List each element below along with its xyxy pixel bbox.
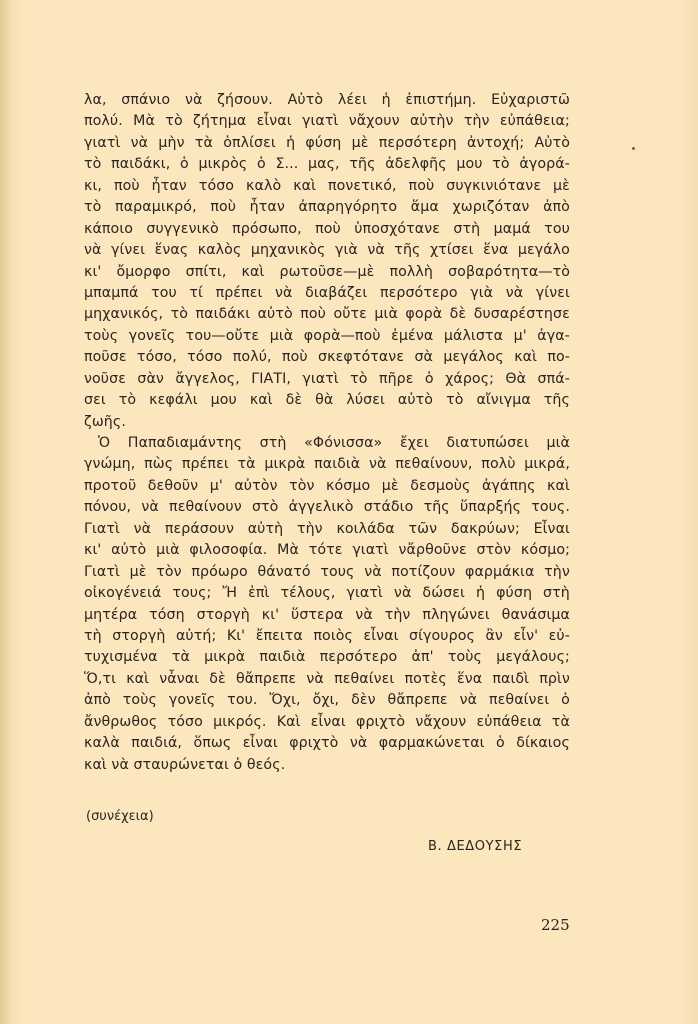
text-line: σει τὸ κεφάλι μου καὶ δὲ θὰ λύσει αὐτὸ τὸ αἴνιγμα τῆς [84,392,570,409]
author-signature: Β. ΔΕΔΟΥΣΗΣ [428,839,523,854]
text-line: νὰ γίνει ἕνας καλὸς μηχανικὸς γιὰ νὰ τῆς χτίσει ἕνα μεγάλο [84,242,570,259]
article-body [84,90,570,776]
text-line: μηχανικός, τὸ παιδάκι αὐτὸ ποὺ οὔτε μιὰ φορὰ δὲ δυσαρέστησε [84,306,570,323]
text-line: μπαμπά του τί πρέπει νὰ διαβάζει περσότερο γιὰ νὰ γίνει [84,284,570,301]
text-line: οἰκογένειά τους; Ἤ ἐπὶ τέλους, γιατὶ νὰ δώσει ἡ φύση στὴ [84,585,570,602]
text-line: γιατὶ νὰ μὴν τὰ ὁπλίσει ἡ φύση μὲ περσότερη ἀντοχή; Αὐτὸ [84,134,570,151]
text-line: μητέρα τόση στοργὴ κι' ὕστερα νὰ τὴν πληγώνει θανάσιμα [84,606,570,623]
text-line: γνώμη, πὼς πρέπει τὰ μικρὰ παιδιὰ νὰ πεθαίνουν, πολὺ μικρά, [84,456,570,473]
text-line: Ὅ,τι καὶ νἆναι δὲ θἄπρεπε νὰ πεθαίνει ποτὲς ἕνα παιδὶ πρὶν [84,670,570,687]
text-line: τὴ στοργὴ αὐτή; Κι' ἔπειτα ποιὸς εἶναι σίγουρος ἂν εἶν' εὐ- [84,627,570,644]
text-line: κάποιο συγγενικὸ πρόσωπο, ποὺ ὑποσχότανε στὴ μαμά του [84,220,570,237]
text-line: κι, ποὺ ἦταν τόσο καλὸ καὶ πονετικό, ποὺ συγκινιότανε μὲ [84,177,570,194]
text-line: λα, σπάνιο νὰ ζήσουν. Αὐτὸ λέει ἡ ἐπιστήμη. Εὐχαριστῶ [84,92,570,108]
text-line: Γιατὶ νὰ περάσουν αὐτὴ τὴν κοιλάδα τῶν δακρύων; Εἶναι [84,520,570,537]
continued-note: (συνέχεια) [86,809,154,824]
ink-speck [632,147,635,150]
text-line: ἄνθρωθος τόσο μικρός. Καὶ εἶναι φριχτὸ νἄχουν εὐπάθεια τὰ [84,713,570,730]
text-line: καλὰ παιδιά, ὅπως εἶναι φριχτὸ νὰ φαρμακώνεται ὁ δίκαιος [84,735,570,752]
text-line: τυχισμένα τὰ μικρὰ παιδιὰ περσότερο ἀπ' τοὺς μεγάλους; [84,649,570,666]
text-line: ποῦσε τόσο, τόσο πολύ, ποὺ σκεφτότανε σὰ μεγάλος καὶ πο- [84,349,570,366]
text-line: πολύ. Μὰ τὸ ζήτημα εἶναι γιατὶ νἄχουν αὐτὴν τὴν εὐπάθεια; [84,113,570,130]
text-line: ἀπὸ τοὺς γονεῖς του. Ὄχι, ὄχι, δὲν θἄπρεπε νὰ πεθαίνει ὁ [84,692,570,709]
text-line: νοῦσε σὰν ἄγγελος, ΓΙΑΤΙ, γιατὶ τὸ πῆρε ὁ χάρος; Θὰ σπά- [84,370,570,387]
text-line: τοὺς γονεῖς του—οὔτε μιὰ φορὰ—ποὺ ἐμένα μάλιστα μ' ἀγα- [84,327,570,344]
text-line: κι' ὄμορφο σπίτι, καὶ ρωτοῦσε—μὲ πολλὴ σοβαρότητα—τὸ [84,263,570,280]
text-line: τὸ παιδάκι, ὁ μικρὸς ὁ Σ... μας, τῆς ἀδελφῆς μου τὸ ἀγορά- [84,156,570,173]
text-line: ζωῆς. [84,413,126,430]
text-line: Γιατὶ μὲ τὸν πρόωρο θάνατό τους νὰ ποτίζουν φαρμάκια τὴν [84,563,570,580]
page-number: 225 [541,916,570,934]
text-line: προτοῦ δεθοῦν μ' αὐτὸν τὸν κόσμο μὲ δεσμοὺς ἀγάπης καὶ [84,477,570,494]
text-line: κι' αὐτὸ μιὰ φιλοσοφία. Μὰ τότε γιατὶ νἄρθοῦνε στὸν κόσμο; [84,542,570,559]
text-line: τὸ παραμικρό, ποὺ ἦταν ἀπαρηγόρητο ἅμα χωριζόταν ἀπὸ [84,199,570,216]
page-spine-shadow [0,0,10,1024]
text-line: καὶ νὰ σταυρώνεται ὁ θεός. [84,756,286,773]
text-line: Ὁ Παπαδιαμάντης στὴ «Φόνισσα» ἔχει διατυπώσει μιὰ [98,435,570,451]
text-line: πόνου, νὰ πεθαίνουν στὸ ἀγγελικὸ στάδιο τῆς ὕπαρξής τους. [84,499,570,516]
